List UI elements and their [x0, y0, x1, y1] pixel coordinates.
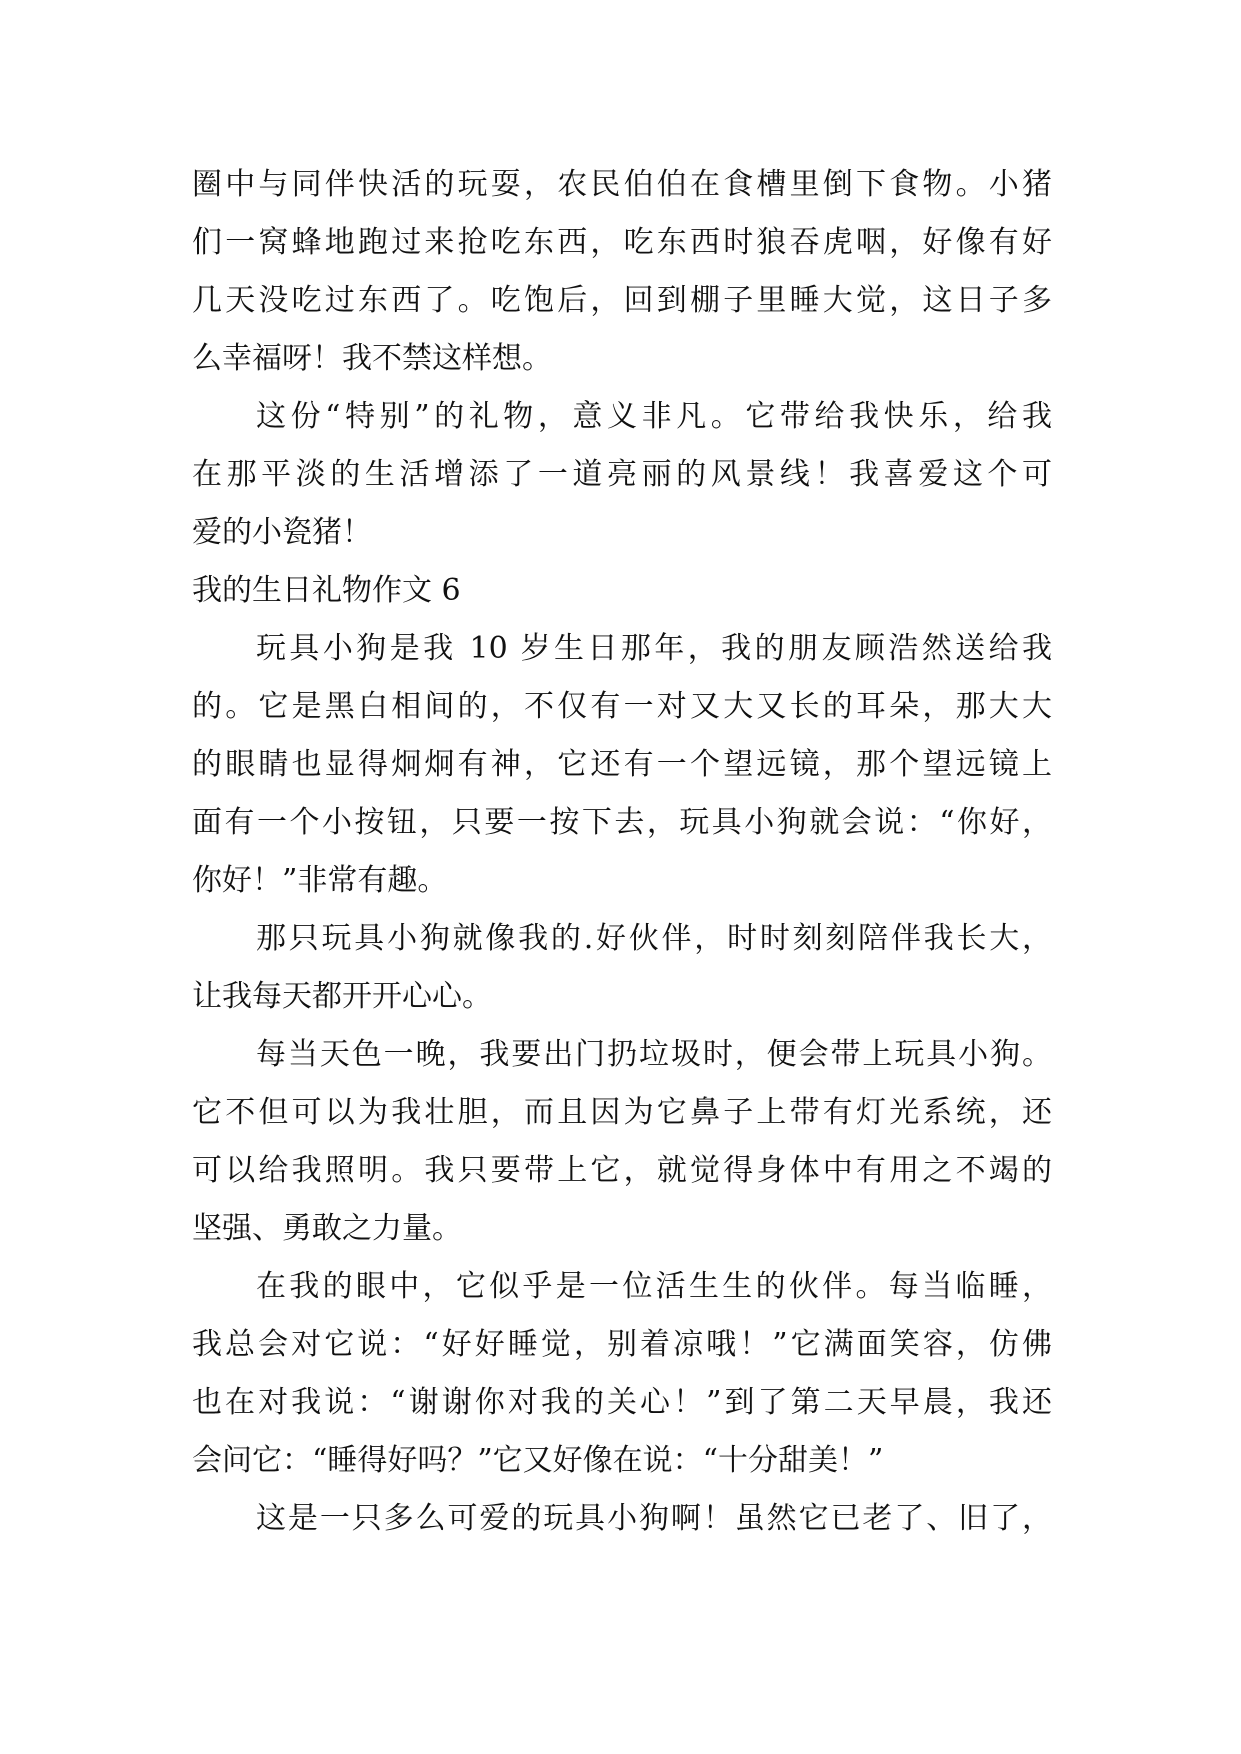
paragraph: [192, 910, 1052, 1026]
document-body: [192, 156, 1052, 1548]
text-line: 也在对我说：“谢谢你对我的关心！”到了第二天早晨，我还: [192, 1385, 1052, 1420]
text-line: 可以给我照明。我只要带上它，就觉得身体中有用之不竭的: [192, 1153, 1052, 1188]
paragraph: [192, 1490, 1052, 1548]
text-line: 在我的眼中，它似乎是一位活生生的伙伴。每当临睡，: [256, 1269, 1052, 1304]
text-line: 么幸福呀！我不禁这样想。: [192, 341, 552, 376]
text-line: 玩具小狗是我 10 岁生日那年，我的朋友顾浩然送给我: [256, 631, 1052, 666]
text-line: 几天没吃过东西了。吃饱后，回到棚子里睡大觉，这日子多: [192, 283, 1052, 318]
text-line: 坚强、勇敢之力量。: [192, 1211, 462, 1246]
paragraph: [192, 388, 1052, 562]
text-line: 在那平淡的生活增添了一道亮丽的风景线！我喜爱这个可: [192, 457, 1052, 492]
text-line: 们一窝蜂地跑过来抢吃东西，吃东西时狼吞虎咽，好像有好: [192, 225, 1052, 260]
paragraph: [192, 1258, 1052, 1490]
text-line: 我总会对它说：“好好睡觉，别着凉哦！”它满面笑容，仿佛: [192, 1327, 1052, 1362]
text-line: 让我每天都开开心心。: [192, 979, 492, 1014]
text-line: 爱的小瓷猪！: [192, 515, 372, 550]
text-line: 它不但可以为我壮胆，而且因为它鼻子上带有灯光系统，还: [192, 1095, 1052, 1130]
text-line: 会问它：“睡得好吗？”它又好像在说：“十分甜美！”: [192, 1443, 884, 1478]
text-line: 这是一只多么可爱的玩具小狗啊！虽然它已老了、旧了，: [256, 1501, 1052, 1536]
text-line: 这份“特别”的礼物，意义非凡。它带给我快乐，给我: [256, 399, 1052, 434]
paragraph: [192, 156, 1052, 388]
paragraph: [192, 620, 1052, 910]
text-line: 那只玩具小狗就像我的.好伙伴，时时刻刻陪伴我长大，: [256, 921, 1052, 956]
paragraph: [192, 1026, 1052, 1258]
text-line: 你好！”非常有趣。: [192, 863, 448, 898]
section-heading: 我的生日礼物作文 6: [192, 573, 461, 608]
text-line: 每当天色一晚，我要出门扔垃圾时，便会带上玩具小狗。: [256, 1037, 1052, 1072]
text-line: 面有一个小按钮，只要一按下去，玩具小狗就会说：“你好，: [192, 805, 1052, 840]
text-line: 圈中与同伴快活的玩耍，农民伯伯在食槽里倒下食物。小猪: [192, 167, 1052, 202]
text-line: 的。它是黑白相间的，不仅有一对又大又长的耳朵，那大大: [192, 689, 1052, 724]
text-line: 的眼睛也显得炯炯有神，它还有一个望远镜，那个望远镜上: [192, 747, 1052, 782]
